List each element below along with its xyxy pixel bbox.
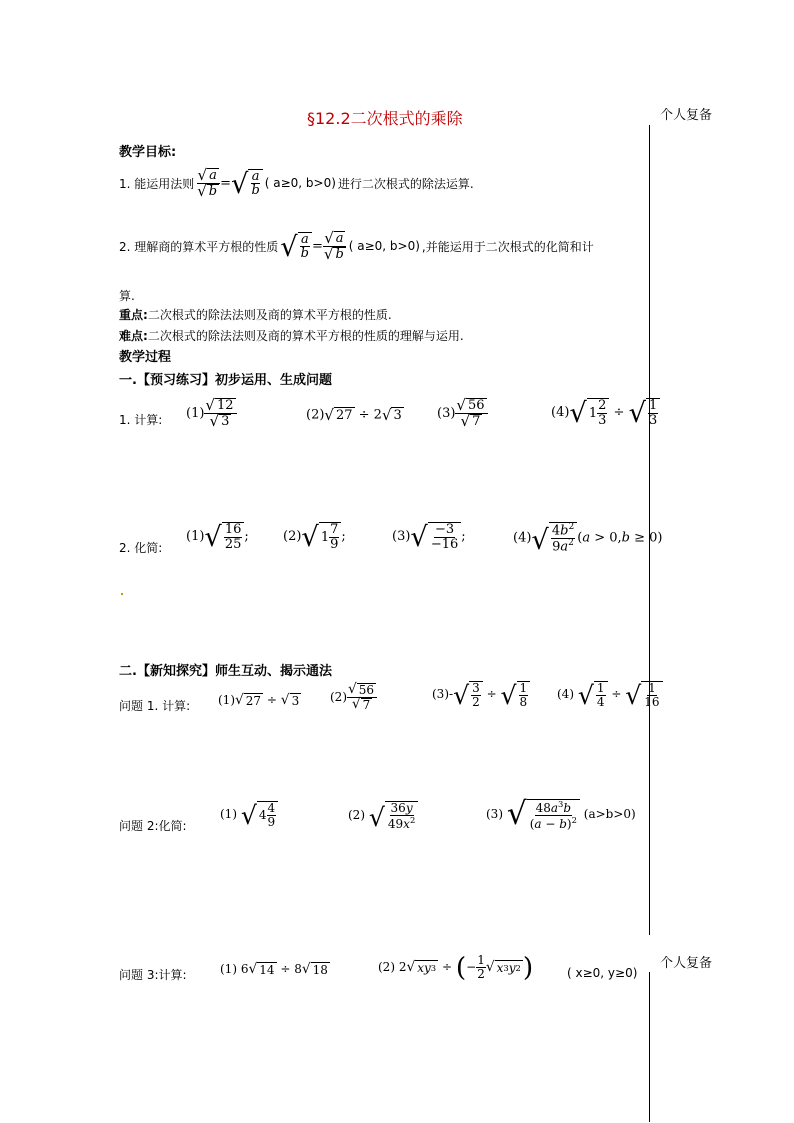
exercise-2-item-2: (2) √ 1 $\frac{7}{9}$ ; — [283, 521, 346, 553]
problem-1-item-4: (4) √ $\frac{1}{4}$ ÷ √ $\frac{1}{16}$ — [557, 681, 652, 708]
difficult-point-label: 难点: — [119, 329, 148, 343]
problem-2-item-2: (2) √ $\frac{36y}{49x^2}$ — [348, 801, 418, 830]
objective-1-prefix: 1. 能运用法则 — [119, 176, 195, 191]
difficult-point-text: 二次根式的除法法则及商的算术平方根的性质的理解与运用. — [147, 329, 464, 343]
key-point — [119, 306, 392, 323]
problem-2-label: 问题 2:化简: — [119, 819, 187, 833]
problem-3-item-1: (1) 6 √ 14 ÷ 8 √ 18 — [220, 961, 328, 978]
problem-2-condition: (a>b>0) — [583, 807, 636, 822]
problem-1-item-3: (3)- √ $\frac{3}{2}$ ÷ √ $\frac{1}{8}$ — [432, 681, 530, 708]
sidebar-divider-bottom — [649, 972, 650, 1122]
objective-2-condition: ( a≥0, b>0) — [348, 239, 420, 254]
objective-2 — [119, 231, 679, 262]
objective-2-suffix: ,并能运用于二次根式的化简和计 — [421, 239, 594, 254]
exercise-1-item-4: (4) √ 1 $\frac{2}{3}$ ÷ √ $\frac{1}{3}$ — [551, 398, 660, 427]
objective-1-condition: ( a≥0, b>0) — [264, 176, 336, 191]
problem-3-condition: ( x≥0, y≥0) — [567, 966, 638, 980]
quotient-root-formula: √ $\frac{a}{b}$ = √ a √ b — [280, 231, 347, 262]
exercise-2-label: 2. 化简: — [119, 541, 163, 555]
exercise-1-label: 1. 计算: — [119, 413, 163, 427]
objective-2-prefix: 2. 理解商的算术平方根的性质 — [119, 239, 279, 254]
key-point-label: 重点: — [119, 308, 148, 322]
difficult-point — [119, 327, 464, 344]
exercise-2-item-4: (4) √ $\frac{4b^2}{9a^2}$ (a > 0,b ≥ 0) — [513, 522, 663, 556]
section-1-heading: 一.【预习练习】初步运用、生成问题 — [119, 373, 332, 388]
problem-3-label: 问题 3:计算: — [119, 968, 187, 982]
sidebar-label-top: 个人复备 — [660, 108, 713, 123]
problem-1-label: 问题 1. 计算: — [119, 699, 191, 713]
exercise-2-item-3: (3) √ $\frac{-3}{-16}$ ; — [392, 521, 466, 553]
section-2-heading: 二.【新知探究】师生互动、揭示通法 — [119, 664, 332, 679]
problem-3-item-2: (2) 2 √ xy 3 ÷ (− $\frac{1}{2}$ √ x 3 y 2 ) — [378, 952, 534, 983]
problem-1-item-1: (1) √ 27 ÷ √ 3 — [218, 692, 300, 709]
division-rule-formula: √ a √ b = √ $\frac{a}{b}$ — [196, 168, 263, 199]
key-point-text: 二次根式的除法法则及商的算术平方根的性质. — [147, 308, 392, 322]
exercise-1-item-3: (3) √ 56 √ 7 — [437, 398, 488, 429]
problem-2-item-3: (3) √ $\frac{48a^3b}{(a - b)^2}$ (a>b>0) — [486, 796, 636, 832]
objective-1-suffix: 进行二次根式的除法运算. — [337, 176, 474, 191]
process-heading: 教学过程 — [119, 350, 172, 365]
objectives-heading: 教学目标: — [119, 145, 177, 160]
exercise-2-item-1: (1) √ $\frac{16}{25}$ ; — [186, 521, 249, 553]
problem-2-item-1: (1) √ 4 $\frac{4}{9}$ — [220, 801, 278, 828]
objective-2-continued: 算. — [119, 289, 135, 303]
sidebar-label-bottom: 个人复备 — [660, 956, 713, 971]
exercise-1-item-1: (1) √ 12 √ 3 — [186, 398, 237, 429]
objective-1 — [119, 168, 474, 199]
stray-dot — [121, 593, 123, 595]
exercise-1-item-2: (2) √ 27 ÷ 2 √ 3 — [306, 406, 402, 425]
page-title: §12.2二次根式的乘除 — [307, 109, 463, 128]
problem-1-item-2: (2) √ 56 √ 7 — [330, 683, 377, 712]
